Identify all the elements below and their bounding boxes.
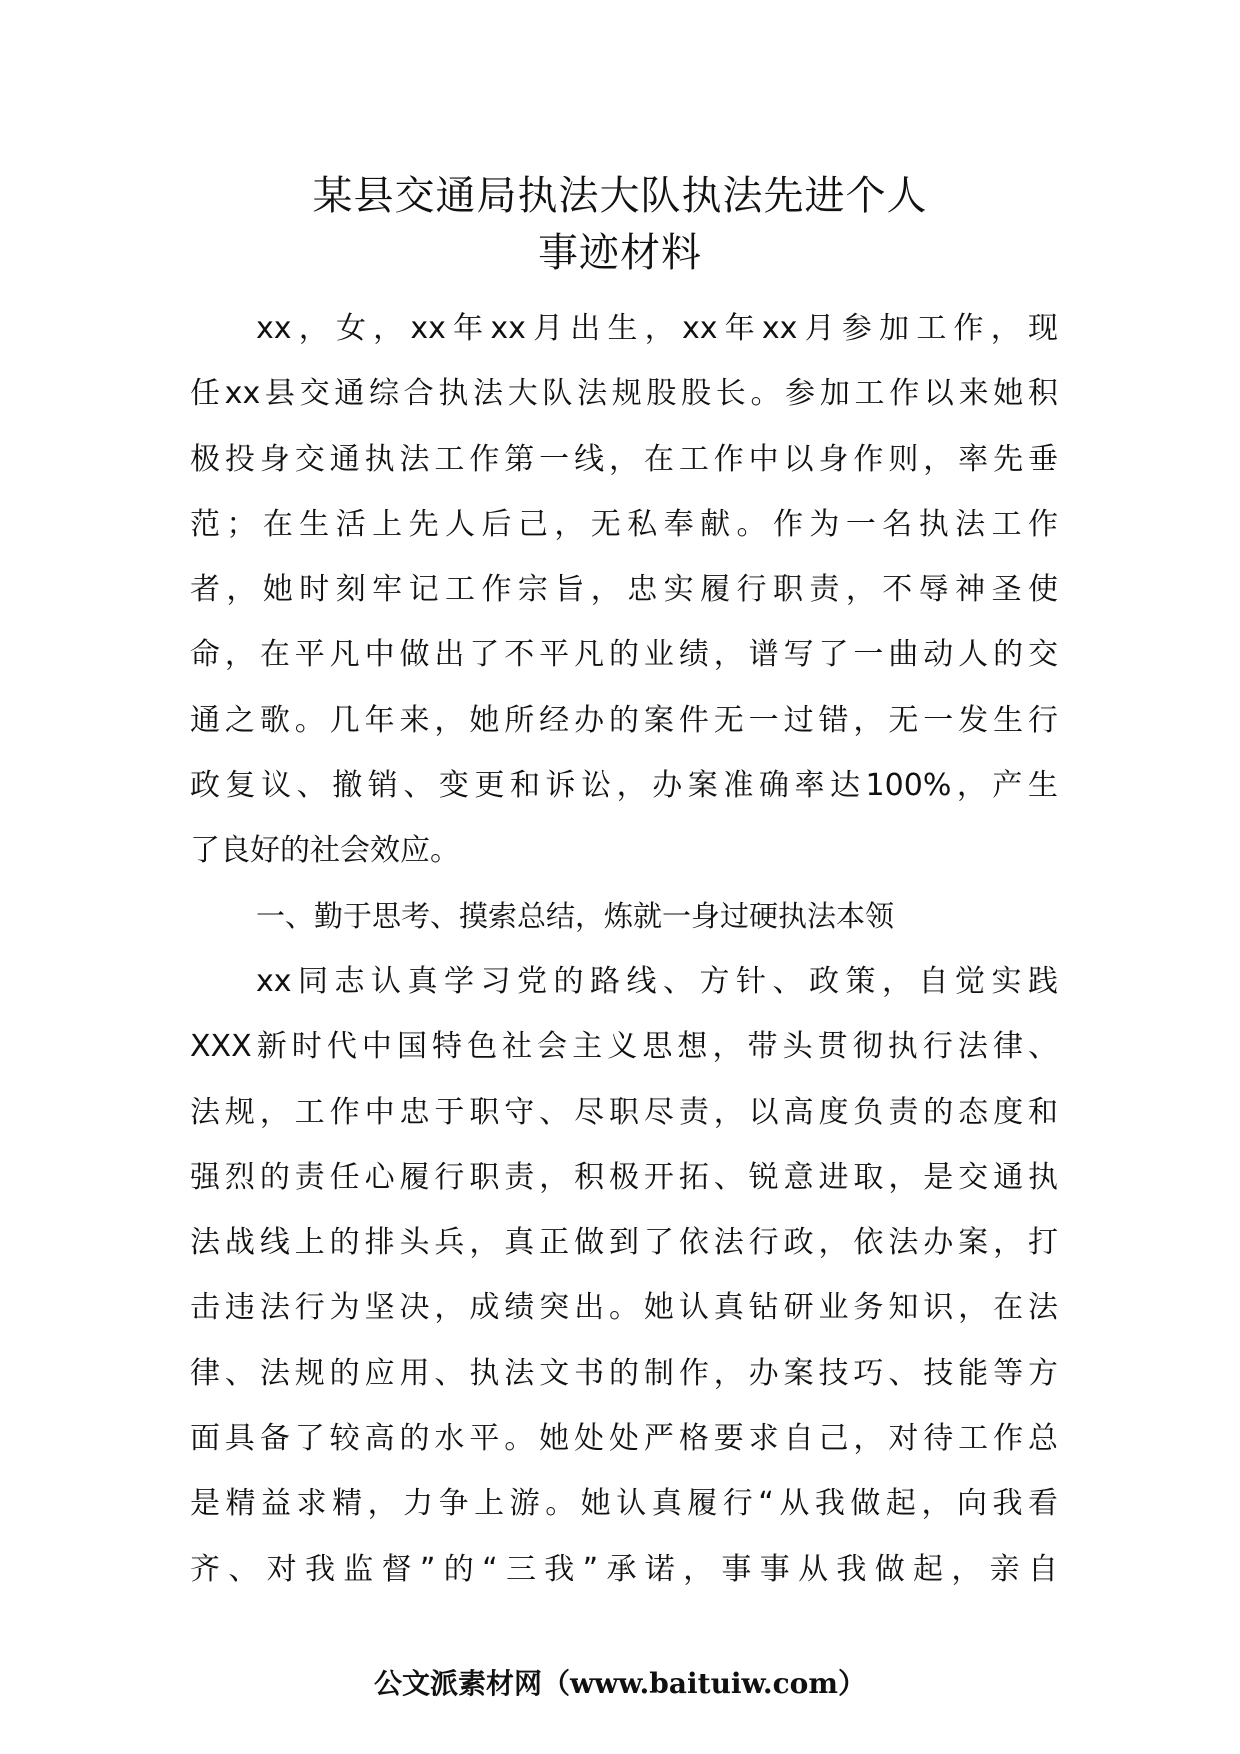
section-heading: 一、勤于思考、摸索总结，炼就一身过硬执法本领 [256, 898, 895, 933]
paragraph-line: 任xx县交通综合执法大队法规股股长。参加工作以来她积 [190, 376, 1058, 412]
paragraph-line: 极投身交通执法工作第一线，在工作中以身作则，率先垂 [190, 441, 1058, 477]
paragraph-line: 了良好的社会效应。 [190, 833, 460, 869]
paragraph-line: 法战线上的排头兵，真正做到了依法行政，依法办案，打 [190, 1225, 1058, 1261]
paragraph-line: 强烈的责任心履行职责，积极开拓、锐意进取，是交通执 [190, 1159, 1058, 1195]
title-line-1: 某县交通局执法大队执法先进个人 [312, 173, 928, 219]
paragraph-line: 命，在平凡中做出了不平凡的业绩，谱写了一曲动人的交 [190, 637, 1058, 673]
paragraph-line: XXX新时代中国特色社会主义思想，带头贯彻执行法律、 [190, 1029, 1058, 1065]
paragraph-line: 政复议、撤销、变更和诉讼，办案准确率达100%，产生 [190, 768, 1058, 804]
title-line-2: 事迹材料 [538, 230, 702, 276]
paragraph-line: 范；在生活上先人后己，无私奉献。作为一名执法工作 [190, 506, 1058, 542]
document-title [0, 168, 1240, 282]
document-body [190, 296, 1058, 1602]
paragraph-line: xx同志认真学习党的路线、方针、政策，自觉实践 [256, 963, 1058, 999]
paragraph-line: 面具备了较高的水平。她处处严格要求自己，对待工作总 [190, 1421, 1058, 1457]
paragraph-line: xx，女，xx年xx月出生，xx年xx月参加工作，现 [256, 311, 1058, 346]
paragraph-line: 齐、对我监督”的“三我”承诺，事事从我做起，亲自 [190, 1551, 1058, 1587]
paragraph-line: 律、法规的应用、执法文书的制作，办案技巧、技能等方 [190, 1355, 1058, 1391]
paragraph-line: 法规，工作中忠于职守、尽职尽责，以高度负责的态度和 [190, 1094, 1058, 1130]
paragraph-line: 击违法行为坚决，成绩突出。她认真钻研业务知识，在法 [190, 1290, 1058, 1326]
paragraph-line: 者，她时刻牢记工作宗旨，忠实履行职责，不辱神圣使 [190, 572, 1058, 608]
footer-watermark-text: 公文派素材网（www.baituiw.com） [374, 1667, 866, 1700]
paragraph-line: 通之歌。几年来，她所经办的案件无一过错，无一发生行 [190, 702, 1058, 738]
paragraph-line: 是精益求精，力争上游。她认真履行“从我做起，向我看 [190, 1486, 1058, 1522]
